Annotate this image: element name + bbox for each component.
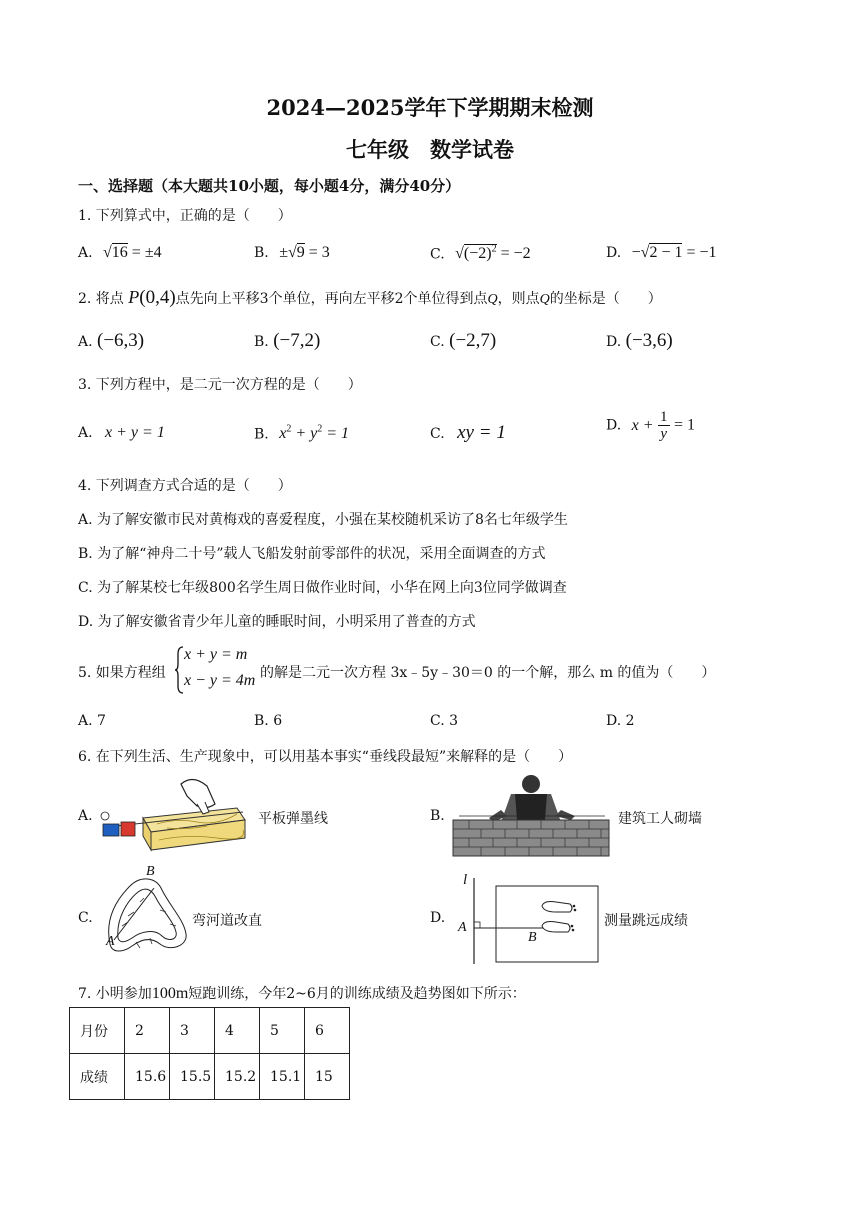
- q1-b-pre: ±: [279, 244, 288, 261]
- table-cell: 5: [260, 1008, 305, 1054]
- q1-a-radicand: 16: [111, 244, 128, 261]
- training-score-table: [69, 1007, 350, 1100]
- q2-b-label: B.: [254, 334, 269, 350]
- q3-a-eq: x + y = 1: [105, 424, 165, 441]
- q6-stem: 6. 在下列生活、生产现象中，可以用基本事实“垂线段最短”来解释的是（ ）: [78, 749, 573, 765]
- q3-d-den: y: [660, 426, 668, 442]
- q1-b-label: B.: [254, 245, 269, 261]
- q1-c-label: C.: [430, 246, 445, 263]
- q4-option-c: C. 为了解某校七年级800名学生周日做作业时间，小华在网上向3位同学做调查: [78, 580, 567, 596]
- q6-a-label: A.: [78, 808, 93, 824]
- q2-a-value: (−6,3): [97, 330, 145, 351]
- q6-c-letter-a: A: [106, 934, 115, 949]
- q1-b-radicand: 9: [296, 244, 305, 261]
- q3-d-fraction: [658, 409, 670, 442]
- q3-b-sup2: 2: [317, 424, 323, 435]
- q7-post: 短跑训练，今年2~6月的训练成绩及趋势图如下所示：: [188, 986, 526, 1002]
- q2-d-label: D.: [606, 334, 622, 350]
- q1-a-rhs: = ±4: [131, 244, 162, 261]
- q5-a-value: 7: [97, 713, 106, 729]
- q3-b-sup1: 2: [286, 424, 292, 435]
- q2-option-c: [430, 330, 496, 352]
- q2-post: 点先向上平移3个单位，再向左平移2个单位得到点: [175, 291, 488, 307]
- table-cell: 15.2: [215, 1054, 260, 1100]
- q4-option-b: B. 为了解“神舟二十号”载人飞船发射前零部件的状况，采用全面调查的方式: [78, 546, 546, 562]
- q5-d-label: D.: [606, 713, 622, 729]
- q7-stem: [78, 983, 526, 1003]
- q2-d-value: (−3,6): [625, 330, 673, 351]
- q5-b-value: 6: [273, 713, 283, 729]
- q2-post3: 的坐标是（ ）: [549, 291, 662, 307]
- q5-eq1: x + y = m: [184, 646, 248, 663]
- table-cell: 15.5: [170, 1054, 215, 1100]
- q3-c-eq: xy = 1: [457, 422, 506, 443]
- q3-option-d: [606, 409, 695, 442]
- q3-option-a: [78, 424, 165, 442]
- q5-pre: 5. 如果方程组: [78, 665, 166, 681]
- q7-distance: 100m: [151, 985, 189, 1002]
- q1-d-radicand: 2 − 1: [649, 244, 683, 261]
- q3-option-b: [254, 424, 349, 443]
- q5-c-value: 3: [449, 713, 459, 729]
- q3-b-rhs: = 1: [322, 425, 350, 443]
- q6-b-caption: 建筑工人砌墙: [618, 811, 702, 827]
- table-cell: 4: [215, 1008, 260, 1054]
- q1-c-inner: (−2): [463, 245, 492, 263]
- q5-option-c: [430, 713, 458, 729]
- q2-stem: [78, 287, 662, 309]
- q2-post2: ，则点: [497, 291, 540, 307]
- table-row: [70, 1008, 350, 1054]
- q5-option-d: [606, 713, 635, 729]
- q6-a-caption: 平板弹墨线: [258, 811, 328, 827]
- q2-option-d: [606, 330, 673, 352]
- q6-b-label: B.: [430, 808, 445, 824]
- q3-stem: 3. 下列方程中，是二元一次方程的是（ ）: [78, 377, 362, 393]
- q6-d-letter-a: A: [458, 920, 467, 935]
- q2-c-label: C.: [430, 334, 445, 350]
- bricklayer-illustration: [449, 772, 613, 858]
- q6-d-letter-b: B: [528, 930, 537, 945]
- q3-d-num: 1: [660, 409, 668, 425]
- q6-d-caption: 测量跳远成绩: [604, 913, 688, 929]
- q2-a-label: A.: [78, 334, 93, 350]
- q2-point: P: [128, 287, 140, 307]
- q2-coord: (0,4): [139, 287, 176, 308]
- q5-eq2: x − y = 4m: [184, 672, 256, 689]
- q3-d-rhs: = 1: [673, 416, 695, 434]
- q1-option-d: D. −√2 − 1 = −1: [606, 244, 717, 261]
- q6-c-letter-b: B: [146, 864, 155, 879]
- q2-b-value: (−7,2): [273, 330, 321, 351]
- table-cell: 6: [305, 1008, 350, 1054]
- table-cell: 3: [170, 1008, 215, 1054]
- q4-stem: 4. 下列调查方式合适的是（ ）: [78, 478, 292, 494]
- q1-d-label: D.: [606, 245, 622, 261]
- q5-post: 的解是二元一次方程 3x﹣5y﹣30＝0 的一个解，那么 m 的值为（ ）: [260, 665, 716, 681]
- q5-a-label: A.: [78, 713, 93, 729]
- q6-d-label: D.: [430, 910, 446, 926]
- q3-d-pre: x +: [631, 416, 654, 434]
- exam-title: 2024—2025学年下学期期末检测: [266, 95, 594, 120]
- table-header-cell: 月份: [70, 1008, 125, 1054]
- q6-c-caption: 弯河道改直: [192, 913, 262, 929]
- q5-option-a: [78, 713, 106, 729]
- q3-b-x: x: [279, 425, 287, 443]
- q3-b-label: B.: [254, 426, 269, 443]
- q4-option-a: A. 为了解安徽市民对黄梅戏的喜爱程度，小强在某校随机采访了8名七年级学生: [78, 512, 568, 528]
- table-cell: 2: [125, 1008, 170, 1054]
- exam-subtitle: 七年级 数学试卷: [346, 137, 514, 162]
- q4-option-d: D. 为了解安徽省青少年儿童的睡眠时间，小明采用了普查的方式: [78, 614, 476, 630]
- q1-stem: 1. 下列算式中，正确的是（ ）: [78, 208, 292, 224]
- q6-c-label: C.: [78, 910, 93, 926]
- table-cell: 15.6: [125, 1054, 170, 1100]
- q3-option-c: [430, 422, 506, 444]
- q5-c-label: C.: [430, 713, 445, 729]
- q2-option-a: [78, 330, 144, 352]
- q3-d-label: D.: [606, 417, 622, 434]
- table-row: [70, 1054, 350, 1100]
- q1-option-c: C. $√(-2)^2 = -2$: [430, 244, 531, 263]
- section-heading: 一、选择题（本大题共10小题，每小题4分，满分40分）: [78, 177, 461, 195]
- table-header-cell: 成绩: [70, 1054, 125, 1100]
- q2-c-value: (−2,7): [449, 330, 497, 351]
- q5-d-value: 2: [625, 713, 635, 729]
- ink-line-board-illustration: [97, 774, 257, 854]
- q2-option-b: [254, 330, 320, 352]
- q7-pre: 7. 小明参加: [78, 986, 152, 1002]
- q5-b-label: B.: [254, 713, 269, 729]
- q3-a-label: A.: [78, 425, 93, 441]
- long-jump-illustration: [470, 876, 600, 966]
- q1-d-rhs: = −1: [686, 244, 717, 261]
- table-cell: 15: [305, 1054, 350, 1100]
- q3-c-label: C.: [430, 426, 445, 442]
- q1-c-rhs: = −2: [500, 245, 531, 263]
- q2-q: Q: [487, 292, 498, 307]
- q2-pre: 2. 将点: [78, 291, 124, 307]
- table-cell: 15.1: [260, 1054, 305, 1100]
- q1-a-label: A.: [78, 245, 93, 261]
- q1-option-a: A. √16 = ±4: [78, 244, 162, 261]
- q1-d-pre: −: [631, 244, 641, 261]
- q3-b-mid: + y: [291, 425, 318, 443]
- q2-q2: Q: [539, 292, 550, 307]
- q1-c-exp: 2: [491, 244, 497, 255]
- q5-option-b: [254, 713, 282, 729]
- q1-b-rhs: = 3: [308, 244, 330, 261]
- q1-option-b: B. ±√9 = 3: [254, 244, 330, 261]
- q6-d-letter-l: l: [463, 872, 468, 888]
